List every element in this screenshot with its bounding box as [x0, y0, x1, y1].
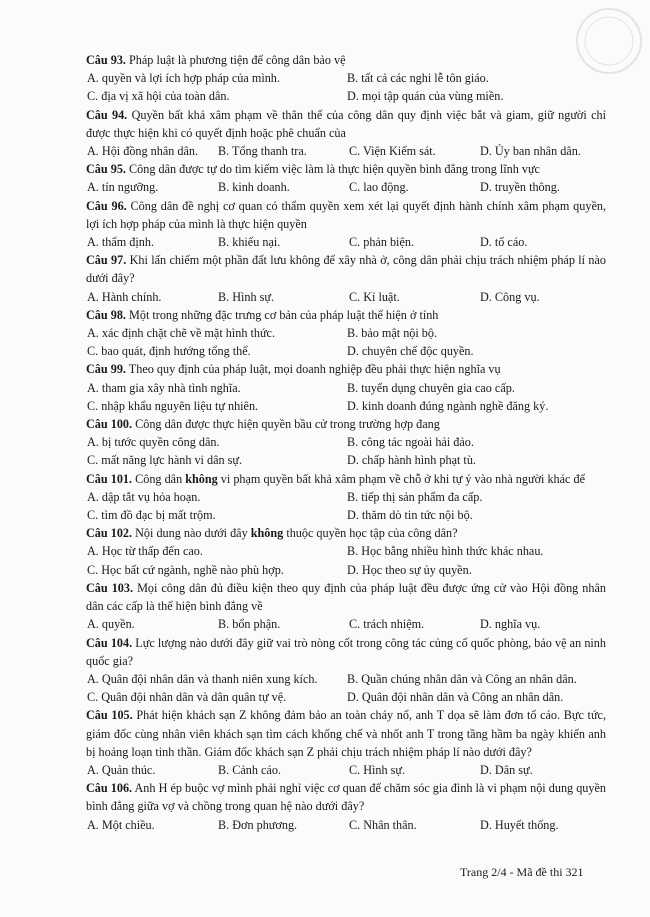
answer-option-d: D. nghĩa vụ.: [480, 617, 541, 632]
answer-option-b: B. bảo mật nội bộ.: [347, 326, 438, 341]
question-stem: [86, 634, 606, 670]
answer-option-c: C. Kỉ luật.: [349, 289, 400, 304]
question-block: [86, 415, 606, 470]
answer-options: [86, 178, 606, 196]
answer-option-b: B. Cảnh cáo.: [218, 762, 281, 777]
question-stem: [86, 51, 606, 69]
question-stem: [86, 251, 606, 287]
answer-options: [86, 433, 606, 469]
question-block: [86, 706, 606, 779]
question-number: Câu 98.: [86, 307, 126, 322]
question-text: Công dân được tự do tìm kiếm việc làm là thực hiện quyền bình đẳng trong lĩnh vực: [129, 162, 540, 177]
question-block: [86, 51, 606, 106]
answer-option-d: D. Công vụ.: [480, 289, 540, 304]
question-stem: [86, 415, 606, 433]
answer-option-c: C. Nhân thân.: [349, 817, 417, 832]
answer-option-c: C. Hình sự.: [349, 762, 406, 777]
question-text: Khi lấn chiếm một phần đất lưu không để xây nhà ở, công dân phải chịu trách nhiệm pháp lí nào dưới đây?: [86, 253, 606, 286]
question-number: Câu 94.: [86, 107, 128, 122]
answer-options: [86, 816, 606, 834]
question-block: [86, 779, 606, 834]
question-text: vi phạm quyền bất khả xâm phạm về chỗ ở khi tự ý vào nhà người khác để: [217, 471, 586, 486]
answer-option-a: A. Một chiều.: [87, 817, 155, 832]
question-text: Theo quy định của pháp luật, mọi doanh nghiệp đều phải thực hiện nghĩa vụ: [128, 362, 501, 377]
answer-option-a: A. Học từ thấp đến cao.: [87, 544, 203, 559]
question-text: Một trong những đặc trưng cơ bản của pháp luật thể hiện ở tính: [129, 307, 439, 322]
answer-option-d: D. mọi tập quán của vùng miền.: [347, 89, 504, 104]
answer-option-c: C. lao động.: [349, 180, 409, 195]
answer-option-b: B. công tác ngoài hải đảo.: [347, 435, 474, 450]
question-block: [86, 470, 606, 525]
answer-options: [86, 142, 606, 160]
answer-options: [86, 488, 606, 524]
answer-options: [86, 761, 606, 779]
question-text: Anh H ép buộc vợ mình phải nghỉ việc cơ quan để chăm sóc gia đình là vi phạm nội dung quyền bình đẳng giữa vợ và chồng trong quan hệ nào dưới đây?: [86, 781, 606, 814]
question-number: Câu 93.: [86, 53, 126, 67]
question-stem: [86, 306, 606, 324]
question-block: [86, 634, 606, 707]
answer-option-c: C. phản biện.: [349, 235, 414, 250]
question-number: Câu 96.: [86, 198, 127, 213]
question-text: Công dân được thực hiện quyền bầu cử trong trường hợp đang: [135, 417, 440, 432]
question-stem: [86, 106, 606, 142]
answer-option-c: C. trách nhiệm.: [349, 617, 425, 632]
question-text: Lực lượng nào dưới đây giữ vai trò nòng cốt trong công tác củng cố quốc phòng, bảo vệ an ninh quốc gia?: [86, 635, 606, 668]
question-text: Công dân đề nghị cơ quan có thẩm quyền xem xét lại quyết định hành chính xâm phạm quyền, lợi ích hợp pháp của mình là thực hiện quyền: [86, 198, 606, 231]
answer-option-a: A. Hội đồng nhân dân.: [87, 144, 199, 159]
answer-option-a: A. bị tước quyền công dân.: [87, 435, 220, 450]
answer-option-c: C. tìm đồ đạc bị mất trộm.: [87, 508, 216, 523]
page-footer: Trang 2/4 - Mã đề thi 321: [460, 865, 584, 879]
answer-option-d: D. Dân sự.: [480, 762, 533, 777]
answer-option-d: D. Học theo sự ủy quyền.: [347, 562, 472, 577]
answer-option-c: C. bao quát, định hướng tổng thể.: [87, 344, 251, 359]
answer-options: [86, 542, 606, 578]
answer-option-c: C. mất năng lực hành vi dân sự.: [87, 453, 243, 468]
emphasis-text: không: [250, 526, 284, 541]
answer-option-c: C. địa vị xã hội của toàn dân.: [87, 89, 230, 104]
question-block: [86, 306, 606, 361]
answer-options: [86, 324, 606, 360]
question-stem: [86, 524, 606, 542]
question-block: [86, 197, 606, 252]
question-stem: [86, 160, 606, 178]
answer-option-b: B. tiếp thị sản phẩm đa cấp.: [347, 489, 483, 504]
question-number: Câu 106.: [86, 781, 133, 796]
question-block: [86, 524, 606, 579]
answer-option-d: D. chấp hành hình phạt tù.: [347, 453, 476, 468]
answer-option-a: A. xác định chặt chẽ về mặt hình thức.: [87, 326, 276, 341]
question-number: Câu 105.: [86, 708, 133, 723]
question-stem: [86, 706, 606, 761]
answer-option-d: D. Huyết thống.: [480, 817, 559, 832]
answer-option-a: A. tham gia xây nhà tình nghĩa.: [87, 380, 241, 395]
question-block: [86, 251, 606, 306]
answer-option-b: B. Học bằng nhiều hình thức khác nhau.: [347, 544, 544, 559]
question-text: Mọi công dân đủ điều kiện theo quy định của pháp luật đều được ứng cử vào Hội đồng nhân dân các cấp là thể hiện bình đẳng về: [86, 580, 606, 614]
answer-option-d: D. thăm dò tin tức nội bộ.: [347, 508, 473, 523]
answer-option-c: C. Quân đội nhân dân và dân quân tự vệ.: [87, 690, 287, 705]
answer-option-a: A. Quân đội nhân dân và thanh niên xung kích.: [87, 671, 318, 686]
question-text: Phát hiện khách sạn Z không đảm bảo an toàn cháy nổ, anh T dọa sẽ làm đơn tố cáo. Bực tức, giám đốc cùng nhân viên khách sạn tìm cách khống chế và nhốt anh T trong tầng hầm ba ngày khiến anh bị hoảng loạn tinh thần. Giám đốc khách sạn Z phải chịu trách nhiệm pháp lí nào dưới đây?: [86, 708, 607, 759]
question-text: Nội dung nào dưới đây: [135, 526, 251, 541]
question-text: Pháp luật là phương tiện để công dân bảo vệ: [129, 53, 346, 67]
answer-option-d: D. chuyên chế độc quyền.: [347, 344, 474, 359]
question-stem: [86, 197, 606, 233]
answer-option-b: B. tuyển dụng chuyên gia cao cấp.: [347, 380, 515, 395]
question-block: [86, 360, 606, 415]
answer-option-c: C. Học bất cứ ngành, nghề nào phù hợp.: [87, 562, 284, 577]
answer-options: [86, 288, 606, 306]
question-text: Quyền bất khả xâm phạm về thân thể của công dân quy định việc bắt và giam, giữ người chỉ được thực hiện khi có quyết định hoặc phê chuẩn của: [86, 107, 606, 140]
answer-option-b: B. Hình sự.: [218, 289, 275, 304]
question-stem: [86, 579, 606, 615]
question-number: Câu 102.: [86, 526, 133, 541]
answer-option-b: B. khiếu nại.: [218, 235, 281, 250]
question-text: Công dân: [135, 471, 186, 486]
answer-option-b: B. Quần chúng nhân dân và Công an nhân dân.: [347, 671, 577, 686]
answer-option-a: A. dập tắt vụ hỏa hoạn.: [87, 489, 201, 504]
answer-options: [86, 233, 606, 251]
question-list: [86, 51, 606, 834]
question-number: Câu 97.: [86, 253, 127, 268]
answer-option-d: D. tố cáo.: [480, 235, 528, 250]
question-stem: [86, 360, 606, 378]
answer-options: [86, 615, 606, 633]
question-number: Câu 104.: [86, 635, 133, 650]
question-number: Câu 103.: [86, 580, 134, 595]
answer-option-a: A. quyền và lợi ích hợp pháp của mình.: [87, 71, 280, 86]
question-number: Câu 99.: [86, 362, 126, 377]
question-stem: [86, 779, 606, 815]
answer-option-b: B. bổn phận.: [218, 617, 281, 632]
answer-option-a: A. quyền.: [87, 617, 135, 632]
question-block: [86, 579, 606, 634]
answer-options: [86, 379, 606, 415]
answer-option-d: D. Quân đội nhân dân và Công an nhân dân.: [347, 690, 564, 705]
answer-option-d: D. Ủy ban nhân dân.: [480, 144, 581, 159]
answer-option-c: C. Viện Kiểm sát.: [349, 144, 436, 159]
answer-option-b: B. tất cả các nghi lễ tôn giáo.: [347, 71, 489, 86]
answer-option-a: A. thẩm định.: [87, 235, 155, 250]
answer-option-a: A. Hành chính.: [87, 289, 162, 304]
question-number: Câu 100.: [86, 417, 133, 432]
answer-options: [86, 69, 606, 105]
answer-option-d: D. kinh doanh đúng ngành nghề đăng ký.: [347, 398, 549, 413]
answer-option-b: B. kinh doanh.: [218, 180, 290, 195]
question-number: Câu 95.: [86, 162, 126, 177]
answer-options: [86, 670, 606, 706]
answer-option-b: B. Tổng thanh tra.: [218, 144, 307, 159]
emphasis-text: không: [185, 471, 218, 486]
question-text: thuộc quyền học tập của công dân?: [283, 526, 458, 541]
question-number: Câu 101.: [86, 471, 133, 486]
question-stem: [86, 470, 606, 488]
question-block: [86, 160, 606, 196]
answer-option-d: D. truyền thông.: [480, 180, 560, 195]
question-block: [86, 106, 606, 161]
answer-option-a: A. tín ngưỡng.: [87, 180, 159, 195]
answer-option-a: A. Quản thúc.: [87, 762, 156, 777]
answer-option-c: C. nhập khẩu nguyên liệu tự nhiên.: [87, 398, 259, 413]
answer-option-b: B. Đơn phương.: [218, 817, 298, 832]
